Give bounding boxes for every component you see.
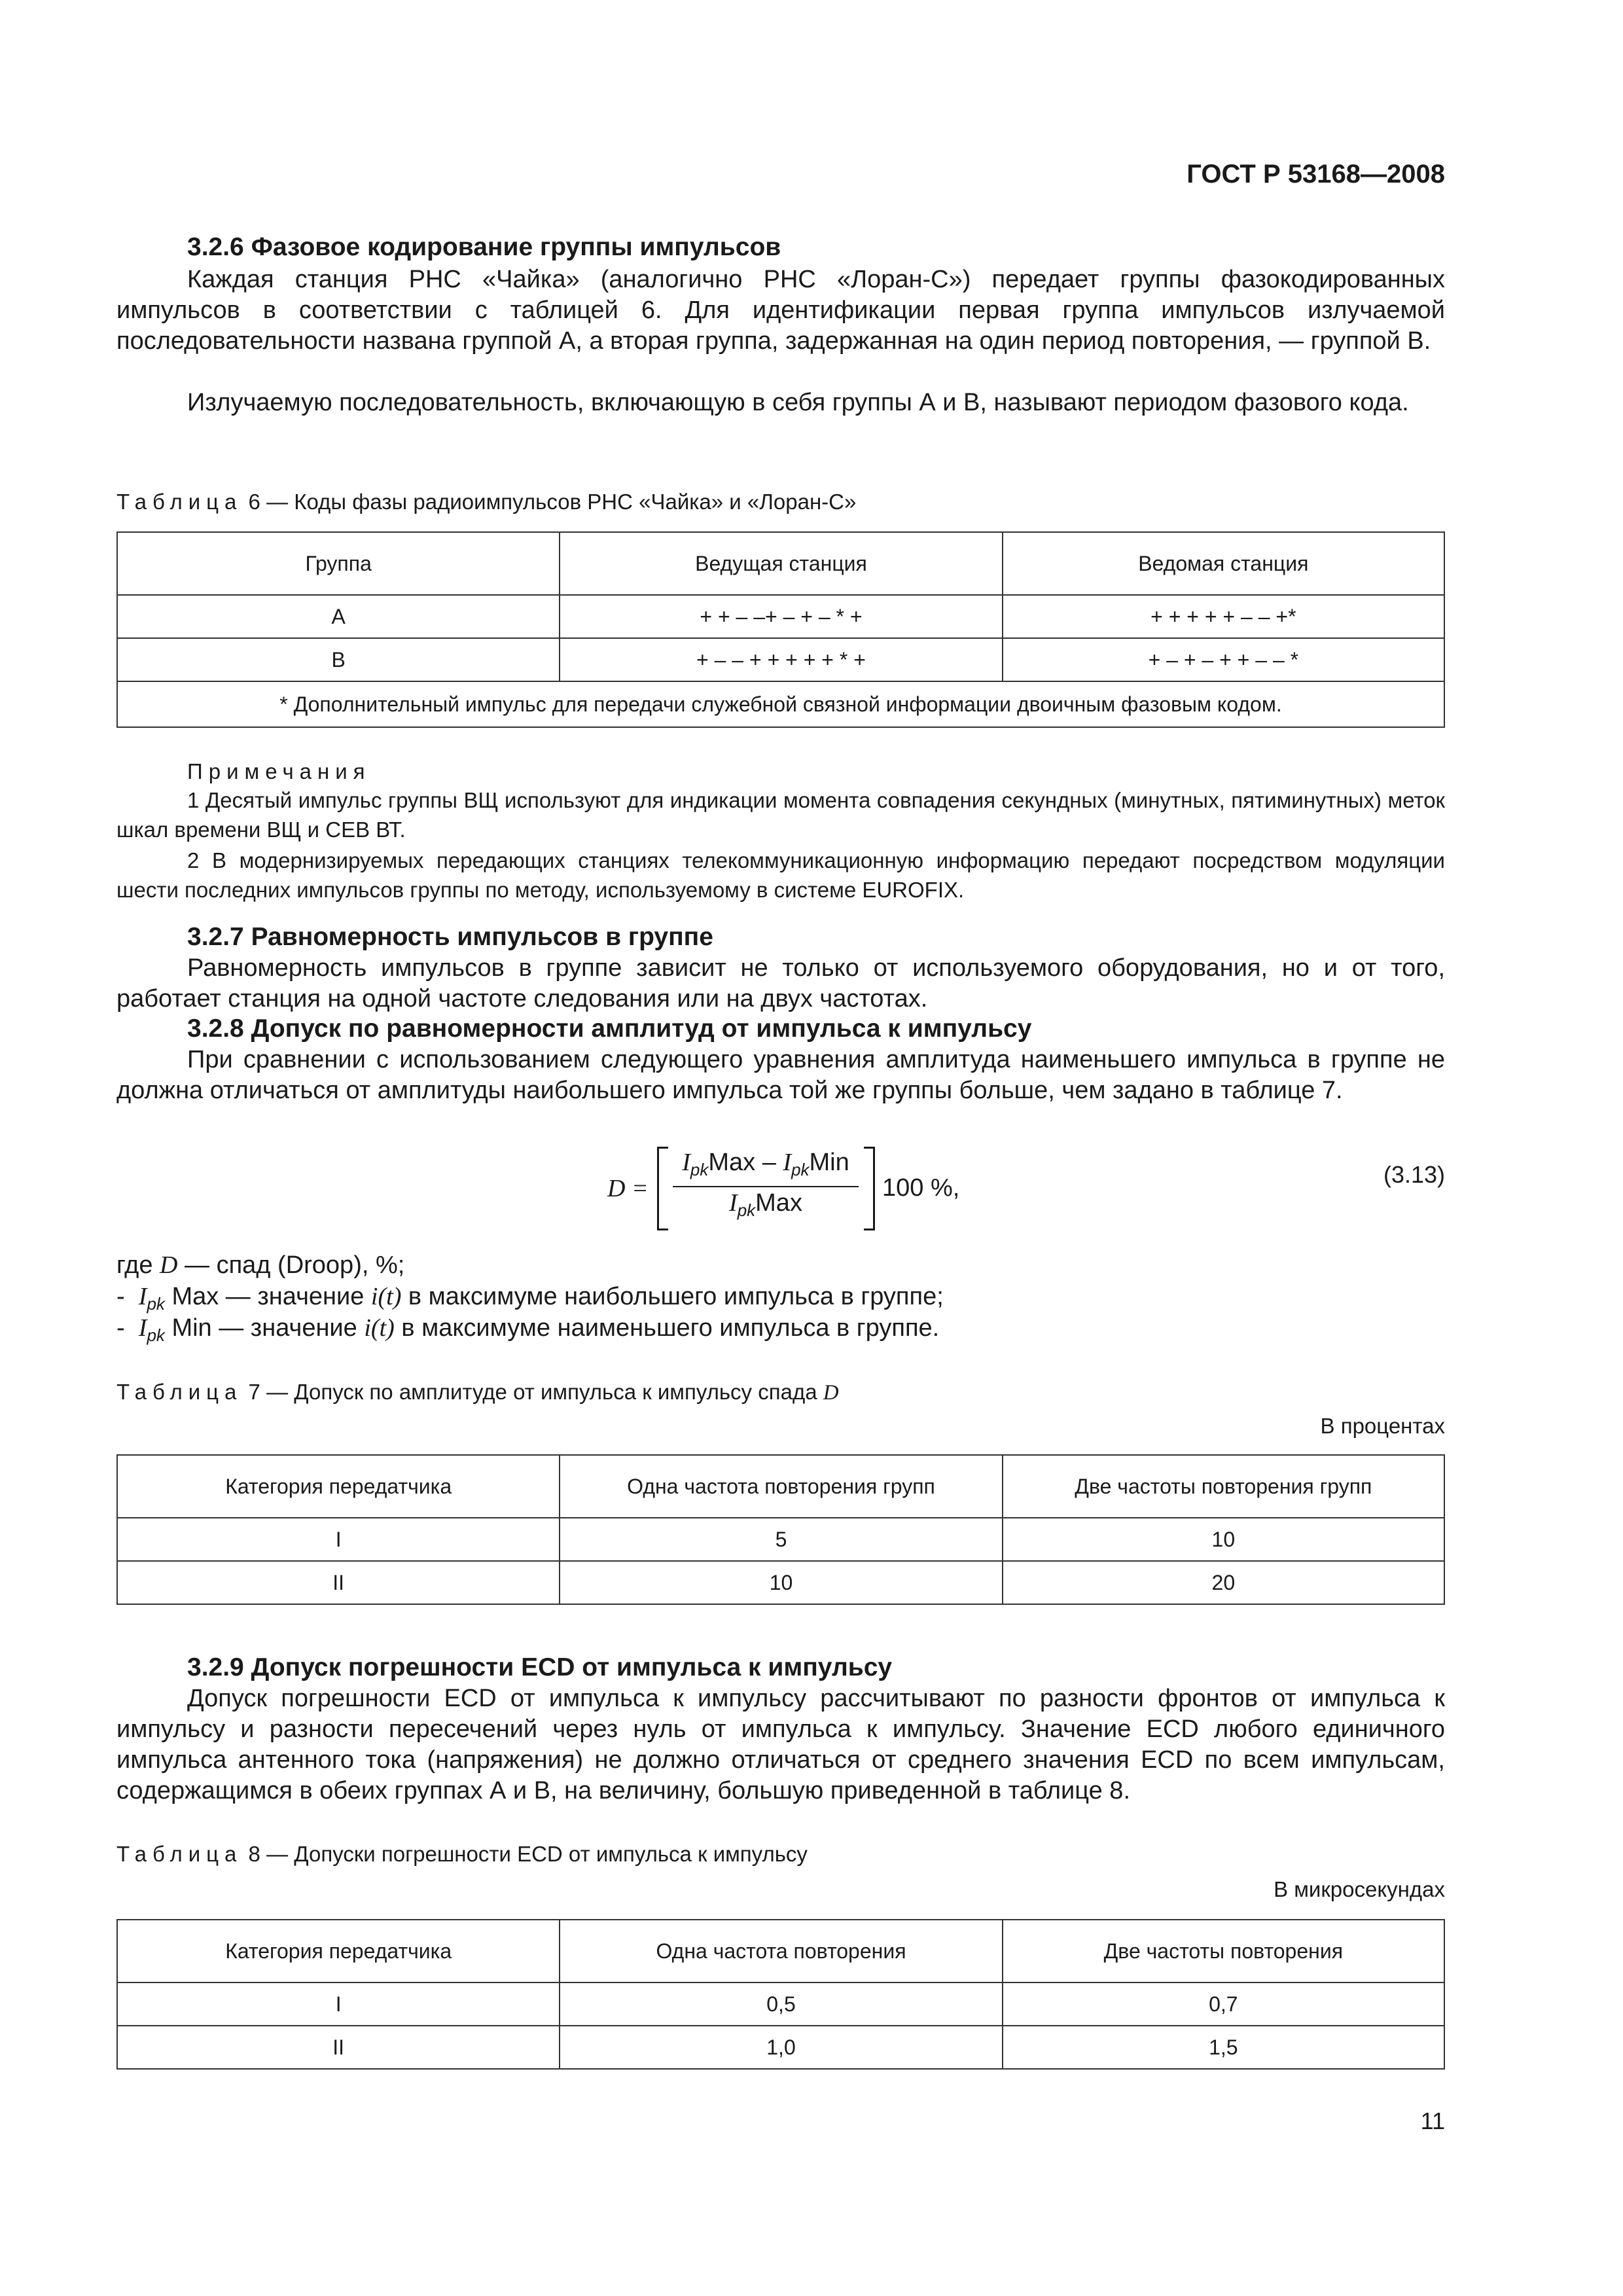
header-cell: Категория передатчика <box>117 1920 560 1982</box>
section-3-2-6-paragraph-2: Излучаемую последовательность, включающую в себя группы А и В, называют периодом фазового кода. <box>187 389 1409 416</box>
table-cell: 20 <box>1003 1561 1444 1604</box>
table-cell: II <box>117 1561 560 1604</box>
page-number: 11 <box>1420 2108 1445 2134</box>
table-cell: 0,7 <box>1003 1982 1444 2026</box>
section-3-2-8-paragraph: При сравнении с использованием следующего уравнения амплитуда наименьшего импульса в группе не должна отличаться от амплитуды наибольшего импульса той же группы больше, чем задано в таблице 7. <box>116 1046 1445 1104</box>
formula-number: (3.13) <box>1383 1161 1445 1188</box>
table-cell: II <box>117 2026 560 2069</box>
definition-d: где D — спад (Droop), %; <box>116 1251 405 1279</box>
header-cell: Одна частота повторения <box>560 1920 1002 1982</box>
table-row <box>117 638 1444 681</box>
table-cell: I <box>117 1518 560 1561</box>
table-header-row <box>117 1920 1444 1982</box>
table-header-row <box>117 1455 1444 1518</box>
header-cell: Категория передатчика <box>117 1455 560 1518</box>
note-2: 2 В модернизируемых передающих станциях телекоммуникационную информацию передают посредством модуляции шести последних импульсов группы по методу, используемому в системе EUROFIX. <box>116 848 1445 902</box>
table-cell: 0,5 <box>560 1982 1002 2026</box>
section-3-2-7-title: 3.2.7 Равномерность импульсов в группе <box>187 923 713 951</box>
table-cell: 1,5 <box>1003 2026 1444 2069</box>
document-id-header: ГОСТ Р 53168—2008 <box>1186 160 1445 188</box>
section-3-2-6-paragraph-1: Каждая станция РНС «Чайка» (аналогично РНС «Лоран-С») передает группы фазокодированных импульсов в соответствии с таблицей 6. Для идентификации первая группа импульсов излучаемой последовательности названа группой А, а вторая группа, задержанная на один период повторения, — группой В. <box>116 266 1445 355</box>
table-6-caption-word: Таблица <box>116 490 243 514</box>
formula-rhs: 100 %, <box>882 1174 960 1202</box>
formula-lhs: D = <box>607 1175 649 1202</box>
formula-denominator: $I_{pk}Max$ <box>729 1189 802 1220</box>
section-3-2-9-paragraph: Допуск погрешности ECD от импульса к импульсу рассчитывают по разности фронтов от импульса к импульсу и разности пересечений через нуль от импульса к импульсу. Значение ECD любого единичного импульса антенного тока (напряжения) не должно отличаться от среднего значения ECD по всем импульсам, содержащимся в обеих группах А и В, на величину, большую приведенной в таблице 8. <box>116 1685 1445 1804</box>
header-cell: Две частоты повторения <box>1003 1920 1444 1982</box>
table-cell: + + + + + – – +* <box>1003 595 1444 638</box>
table-7-caption <box>116 1380 839 1405</box>
header-cell: Группа <box>117 532 560 595</box>
section-3-2-6-title: 3.2.6 Фазовое кодирование группы импульсов <box>187 233 781 261</box>
table-row <box>117 1561 1444 1604</box>
table-row <box>117 2026 1444 2069</box>
table-cell: 1,0 <box>560 2026 1002 2069</box>
fraction-bar <box>673 1186 859 1187</box>
table-7 <box>116 1454 1445 1605</box>
table-cell: I <box>117 1982 560 2026</box>
table-cell: 10 <box>560 1561 1002 1604</box>
table-header-row <box>117 532 1444 595</box>
table-6-footnote: * Дополнительный импульс для передачи служебной связной информации двоичным фазовым кодом. <box>117 681 1444 727</box>
table-6-caption-text: 6 — Коды фазы радиоимпульсов РНС «Чайка» и «Лоран-С» <box>242 490 857 514</box>
table-7-caption-text: 7 — Допуск по амплитуде от импульса к импульсу спада <box>242 1380 823 1404</box>
table-cell: + – – + + + + + * + <box>560 638 1002 681</box>
table-7-caption-var: D <box>823 1381 839 1405</box>
table-cell: + + – –+ – + – * + <box>560 595 1002 638</box>
table-row <box>117 1518 1444 1561</box>
header-cell: Две частоты повторения групп <box>1003 1455 1444 1518</box>
table-row <box>117 1982 1444 2026</box>
table-6 <box>116 531 1445 728</box>
table-7-caption-word: Таблица <box>116 1380 243 1404</box>
section-3-2-8-title: 3.2.8 Допуск по равномерности амплитуд от импульса к импульсу <box>187 1014 1032 1043</box>
table-cell: В <box>117 638 560 681</box>
table-8-caption-word: Таблица <box>116 1842 243 1866</box>
right-bracket <box>864 1147 875 1230</box>
formula-3-13 <box>607 1147 1131 1232</box>
definition-ipk-max: - $I_{pk}$ Max — значение i(t) в максимуме наибольшего импульса в группе; <box>116 1283 944 1314</box>
table-cell: 10 <box>1003 1518 1444 1561</box>
table-row <box>117 595 1444 638</box>
left-bracket <box>657 1147 668 1230</box>
formula-numerator: $I_{pk}Max - I_{pk}Min$ <box>682 1149 849 1179</box>
header-cell: Одна частота повторения групп <box>560 1455 1002 1518</box>
table-8-unit: В микросекундах <box>1274 1877 1445 1901</box>
table-cell: + – + – + + – – * <box>1003 638 1444 681</box>
table-footnote-row <box>117 681 1444 727</box>
table-6-caption <box>116 490 856 514</box>
section-3-2-7-paragraph: Равномерность импульсов в группе зависит не только от используемого оборудования, но и от того, работает станция на одной частоте следования или на двух частотах. <box>116 954 1445 1013</box>
section-3-2-9-title: 3.2.9 Допуск погрешности ECD от импульса к импульсу <box>187 1653 893 1681</box>
note-1: 1 Десятый импульс группы ВЩ используют для индикации момента совпадения секундных (минутных, пятиминутных) меток шкал времени ВЩ и СЕВ ВТ. <box>116 788 1445 842</box>
document-page <box>116 0 1445 2296</box>
definition-ipk-min: - $I_{pk}$ Min — значение i(t) в максимуме наименьшего импульса в группе. <box>116 1314 940 1345</box>
table-cell: 5 <box>560 1518 1002 1561</box>
table-8-caption <box>116 1842 808 1867</box>
table-8 <box>116 1919 1445 2070</box>
header-cell: Ведомая станция <box>1003 532 1444 595</box>
table-7-unit: В процентах <box>1320 1414 1445 1438</box>
header-cell: Ведущая станция <box>560 532 1002 595</box>
table-cell: А <box>117 595 560 638</box>
notes-title: Примечания <box>187 759 371 783</box>
table-8-caption-text: 8 — Допуски погрешности ECD от импульса к импульсу <box>242 1842 808 1866</box>
